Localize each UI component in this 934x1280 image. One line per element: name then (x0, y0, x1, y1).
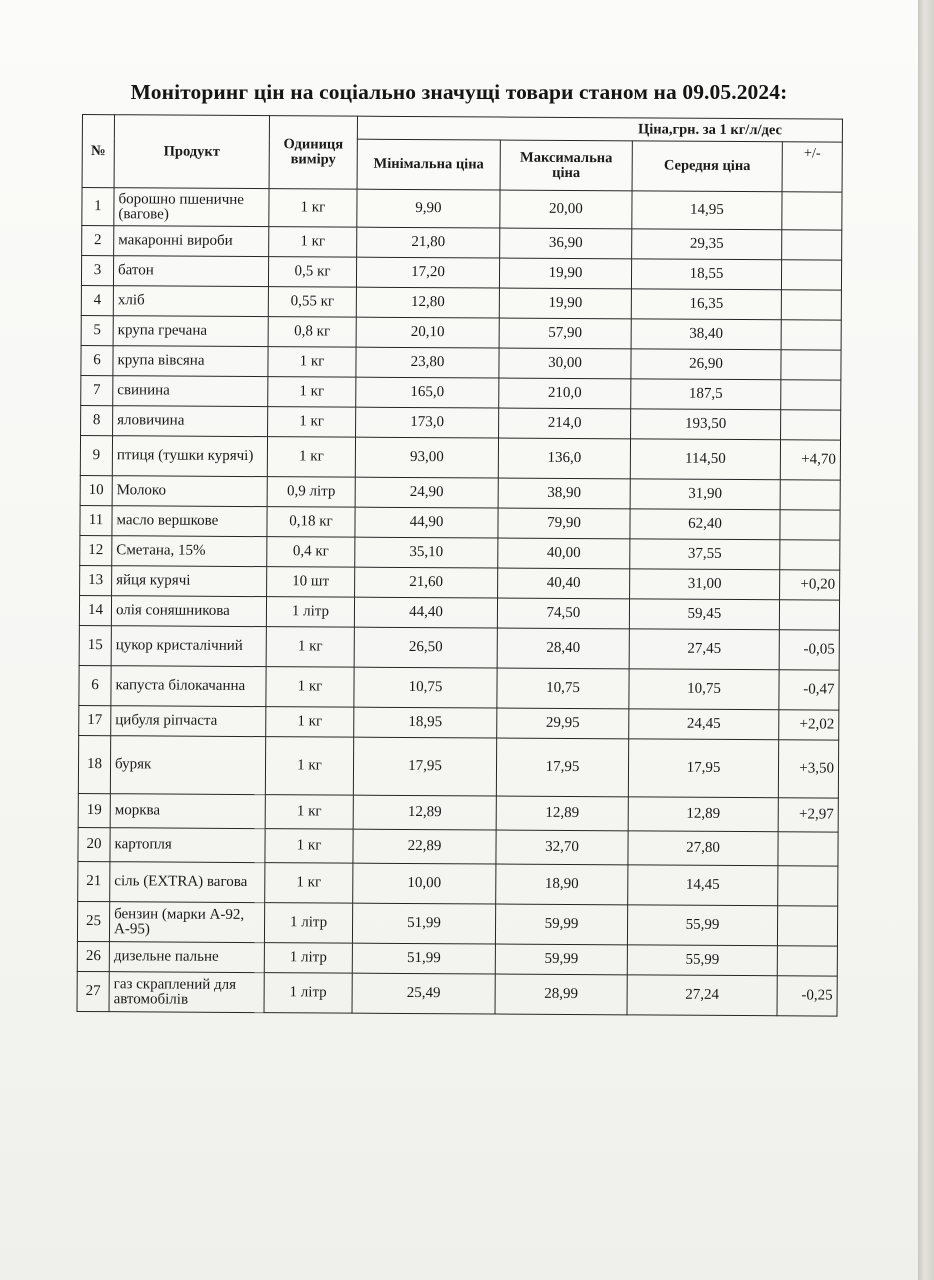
table-row (81, 375, 841, 410)
row-avg-price: 37,55 (630, 539, 780, 570)
row-product: масло вершкове (112, 506, 267, 537)
table-row (80, 565, 840, 600)
row-number: 11 (80, 505, 112, 535)
table-row (80, 535, 840, 570)
row-avg-price: 18,55 (631, 259, 781, 290)
row-avg-price: 114,50 (630, 439, 780, 480)
row-max-price: 38,90 (498, 478, 630, 509)
row-number: 25 (77, 901, 109, 941)
row-unit: 1 кг (267, 437, 355, 478)
row-number: 6 (81, 345, 113, 375)
row-product: капуста білокачанна (111, 666, 266, 707)
table-row (81, 345, 841, 380)
row-product: яйця курячі (112, 566, 267, 597)
row-max-price: 136,0 (498, 438, 630, 479)
row-avg-price: 62,40 (630, 509, 780, 540)
table-row (82, 188, 842, 231)
row-diff (782, 230, 842, 260)
table-row (79, 595, 839, 630)
table-row (77, 901, 837, 946)
row-max-price: 79,90 (498, 508, 630, 539)
table-row (80, 435, 840, 480)
row-unit: 1 кг (265, 737, 353, 796)
row-product: сіль (EXTRA) вагова (110, 862, 265, 903)
row-max-price: 28,99 (495, 974, 627, 1015)
row-diff (781, 290, 841, 320)
row-diff (780, 540, 840, 570)
row-min-price: 93,00 (355, 437, 498, 478)
row-unit: 1 кг (268, 407, 356, 438)
row-unit: 0,5 кг (268, 257, 356, 288)
row-min-price: 35,10 (355, 537, 498, 568)
row-max-price: 30,00 (499, 348, 631, 379)
row-avg-price: 31,00 (630, 569, 780, 600)
row-diff: +3,50 (778, 740, 838, 798)
row-max-price: 210,0 (499, 378, 631, 409)
row-avg-price: 26,90 (631, 349, 781, 380)
row-max-price: 19,90 (499, 258, 631, 289)
row-min-price: 9,90 (357, 189, 500, 228)
row-min-price: 20,10 (356, 317, 499, 348)
row-unit: 1 кг (268, 347, 356, 378)
row-product: крупа вівсяна (113, 346, 268, 377)
row-min-price: 24,90 (355, 477, 498, 508)
table-row (77, 971, 837, 1016)
row-min-price: 12,89 (353, 795, 496, 830)
row-avg-price: 59,45 (629, 599, 779, 630)
table-row (81, 285, 841, 320)
row-min-price: 10,75 (354, 667, 497, 708)
row-diff: -0,47 (779, 670, 839, 710)
row-product: Сметана, 15% (112, 536, 267, 567)
table-row (79, 705, 839, 740)
header-max: Максимальна ціна (500, 140, 632, 191)
row-unit: 1 літр (264, 903, 352, 944)
row-diff (781, 350, 841, 380)
row-number: 1 (82, 188, 114, 226)
row-min-price: 21,80 (357, 227, 500, 258)
row-avg-price: 14,95 (632, 191, 782, 230)
row-product: борошно пшеничне (вагове) (114, 188, 269, 227)
row-diff (781, 410, 841, 440)
row-max-price: 10,75 (497, 668, 629, 709)
row-diff (778, 866, 838, 906)
row-min-price: 21,60 (355, 567, 498, 598)
row-number: 7 (81, 375, 113, 405)
row-number: 3 (81, 256, 113, 286)
table-row (78, 735, 838, 798)
row-number: 8 (81, 405, 113, 435)
row-number: 4 (81, 285, 113, 315)
table-row (78, 861, 838, 906)
row-product: птиця (тушки курячі) (112, 436, 267, 477)
row-unit: 1 літр (264, 973, 352, 1014)
row-diff (781, 380, 841, 410)
header-diff: +/- (782, 142, 842, 192)
row-diff (778, 832, 838, 866)
row-max-price: 74,50 (497, 598, 629, 629)
table-row (81, 405, 841, 440)
document-title: Моніторинг цін на соціально значущі товари станом на 09.05.2024: (130, 80, 788, 104)
row-avg-price: 55,99 (627, 945, 777, 976)
row-max-price: 40,00 (498, 538, 630, 569)
row-diff (780, 480, 840, 510)
row-product: бензин (марки А-92, А-95) (109, 902, 264, 943)
row-unit: 0,4 кг (267, 537, 355, 568)
table-body (77, 188, 842, 1017)
row-avg-price: 193,50 (631, 409, 781, 440)
row-number: 14 (79, 595, 111, 625)
row-product: хліб (113, 286, 268, 317)
row-unit: 0,8 кг (268, 317, 356, 348)
row-number: 12 (80, 535, 112, 565)
header-price-group: Ціна,грн. за 1 кг/л/дес (357, 116, 842, 142)
row-max-price: 57,90 (499, 318, 631, 349)
row-product: цукор кристалічний (111, 626, 266, 667)
table-row (81, 315, 841, 350)
row-max-price: 32,70 (496, 830, 628, 865)
row-diff: +2,97 (778, 798, 838, 832)
row-number: 20 (78, 827, 110, 861)
row-min-price: 165,0 (356, 377, 499, 408)
table-row (80, 475, 840, 510)
row-number: 19 (78, 793, 110, 827)
row-unit: 10 шт (267, 567, 355, 598)
row-max-price: 214,0 (499, 408, 631, 439)
row-number: 17 (79, 705, 111, 735)
row-min-price: 23,80 (356, 347, 499, 378)
row-number: 10 (80, 475, 112, 505)
row-avg-price: 27,24 (627, 975, 777, 1016)
row-product: олія соняшникова (111, 596, 266, 627)
row-unit: 1 кг (269, 227, 357, 258)
row-min-price: 44,40 (354, 597, 497, 628)
table-row (81, 256, 841, 291)
row-product: крупа гречана (113, 316, 268, 347)
row-number: 26 (77, 941, 109, 971)
row-avg-price: 27,80 (628, 831, 778, 866)
header-number: № (82, 115, 114, 188)
row-number: 18 (78, 735, 110, 793)
row-min-price: 25,49 (352, 973, 495, 1014)
row-max-price: 20,00 (500, 190, 632, 229)
row-unit: 1 кг (266, 707, 354, 738)
row-avg-price: 187,5 (631, 379, 781, 410)
row-avg-price: 38,40 (631, 319, 781, 350)
row-diff (782, 192, 842, 230)
row-max-price: 36,90 (500, 228, 632, 259)
table-row (79, 625, 839, 670)
row-unit: 1 літр (264, 943, 352, 974)
row-avg-price: 55,99 (627, 905, 777, 946)
row-number: 9 (80, 435, 112, 475)
row-number: 5 (81, 315, 113, 345)
row-max-price: 12,89 (496, 796, 628, 831)
row-unit: 1 кг (265, 795, 353, 830)
row-avg-price: 27,45 (629, 629, 779, 670)
row-avg-price: 31,90 (630, 479, 780, 510)
row-diff (777, 946, 837, 976)
row-avg-price: 17,95 (628, 739, 778, 798)
row-product: картопля (110, 828, 265, 863)
row-number: 2 (82, 226, 114, 256)
row-diff (780, 510, 840, 540)
row-number: 6 (79, 665, 111, 705)
header-min: Мінімальна ціна (357, 139, 500, 190)
row-product: батон (113, 256, 268, 287)
row-diff: -0,05 (779, 630, 839, 670)
row-max-price: 59,99 (495, 904, 627, 945)
row-diff (779, 600, 839, 630)
row-unit: 1 кг (268, 377, 356, 408)
row-unit: 0,18 кг (267, 507, 355, 538)
row-product: морква (110, 794, 265, 829)
paper-edge (918, 0, 934, 1280)
row-product: цибуля ріпчаста (111, 706, 266, 737)
header-avg: Середня ціна (632, 141, 782, 192)
table-row (80, 505, 840, 540)
row-min-price: 22,89 (353, 829, 496, 864)
row-min-price: 17,95 (353, 737, 496, 796)
row-max-price: 29,95 (497, 708, 629, 739)
row-avg-price: 29,35 (632, 229, 782, 260)
row-max-price: 40,40 (498, 568, 630, 599)
row-product: дизельне пальне (109, 942, 264, 973)
header-row-group (82, 115, 842, 143)
row-product: газ скраплений для автомобілів (109, 972, 264, 1013)
row-unit: 1 кг (266, 627, 354, 668)
table-row (78, 827, 838, 866)
row-avg-price: 10,75 (629, 669, 779, 710)
row-max-price: 19,90 (499, 288, 631, 319)
row-number: 27 (77, 971, 109, 1011)
header-unit: Одиниця виміру (269, 116, 357, 190)
row-diff: +2,02 (779, 710, 839, 740)
row-min-price: 26,50 (354, 627, 497, 668)
row-unit: 1 літр (266, 597, 354, 628)
row-unit: 1 кг (265, 863, 353, 904)
row-diff: -0,25 (777, 976, 837, 1016)
row-min-price: 51,99 (352, 943, 495, 974)
row-unit: 1 кг (265, 829, 353, 864)
row-min-price: 173,0 (356, 407, 499, 438)
row-max-price: 59,99 (495, 944, 627, 975)
table-row (77, 941, 837, 976)
row-number: 13 (80, 565, 112, 595)
header-product: Продукт (114, 115, 269, 189)
row-product: яловичина (113, 406, 268, 437)
table-row (78, 793, 838, 832)
row-max-price: 18,90 (496, 864, 628, 905)
row-product: свинина (113, 376, 268, 407)
row-number: 21 (78, 861, 110, 901)
row-unit: 1 кг (266, 667, 354, 708)
table-row (79, 665, 839, 710)
row-max-price: 17,95 (496, 738, 628, 797)
row-product: буряк (110, 736, 265, 795)
row-number: 15 (79, 625, 111, 665)
row-min-price: 10,00 (353, 863, 496, 904)
row-min-price: 51,99 (352, 903, 495, 944)
row-diff (781, 320, 841, 350)
row-min-price: 17,20 (356, 257, 499, 288)
row-avg-price: 12,89 (628, 797, 778, 832)
row-avg-price: 24,45 (629, 709, 779, 740)
row-avg-price: 14,45 (628, 865, 778, 906)
row-unit: 1 кг (269, 189, 357, 228)
row-diff: +0,20 (780, 570, 840, 600)
row-avg-price: 16,35 (631, 289, 781, 320)
row-diff (781, 260, 841, 290)
row-diff: +4,70 (780, 440, 840, 480)
row-unit: 0,55 кг (268, 287, 356, 318)
row-max-price: 28,40 (497, 628, 629, 669)
price-table (77, 114, 843, 1017)
row-min-price: 18,95 (354, 707, 497, 738)
row-unit: 0,9 літр (267, 477, 355, 508)
row-min-price: 44,90 (355, 507, 498, 538)
row-min-price: 12,80 (356, 287, 499, 318)
table-row (82, 226, 842, 261)
row-product: макаронні вироби (114, 226, 269, 257)
row-product: Молоко (112, 476, 267, 507)
row-diff (777, 906, 837, 946)
